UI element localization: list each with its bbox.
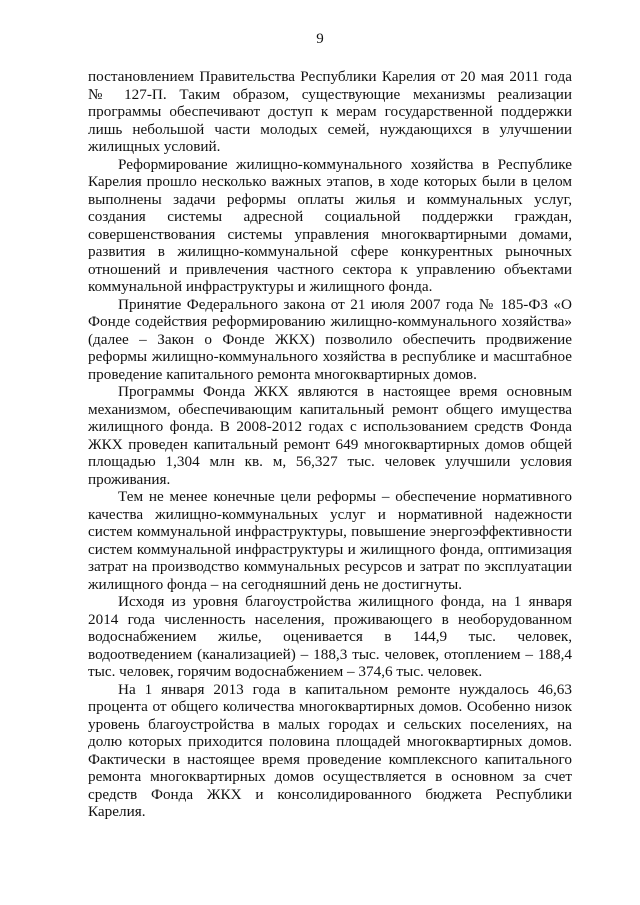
paragraph-5: Тем не менее конечные цели реформы – обеспечение нормативного качества жилищно-коммунальных услуг и нормативной надежности систем коммунальной инфраструктуры, повышение энергоэффективности систем коммунальной инфраструктуры и жилищного фонда, оптимизация затрат на производство коммунальных ресурсов и затрат по эксплуатации жилищного фонда – на сегодняшний день не достигнуты.	[88, 488, 572, 593]
paragraph-7: На 1 января 2013 года в капитальном ремонте нуждалось 46,63 процента от общего количества многоквартирных домов. Особенно низок уровень благоустройства в малых городах и сельских поселениях, на долю которых приходится половина площадей многоквартирных домов. Фактически в настоящее время проведение комплексного капитального ремонта многоквартирных домов осуществляется в основном за счет средств Фонда ЖКХ и консолидированного бюджета Республики Карелия.	[88, 680, 572, 820]
paragraph-3: Принятие Федерального закона от 21 июля 2007 года № 185-ФЗ «О Фонде содействия реформированию жилищно-коммунального хозяйства» (далее – Закон о Фонде ЖКХ) позволило обеспечить продвижение реформы жилищно-коммунального хозяйства в республике и масштабное проведение капитального ремонта многоквартирных домов.	[88, 295, 572, 383]
paragraph-2: Реформирование жилищно-коммунального хозяйства в Республике Карелия прошло несколько важных этапов, в ходе которых были в целом выполнены задачи реформы оплаты жилья и коммунальных услуг, создания системы адресной социальной поддержки граждан, совершенствования системы управления многоквартирными домами, развития в жилищно-коммунальной сфере конкурентных рыночных отношений и привлечения частного сектора к управлению объектами коммунальной инфраструктуры и жилищного фонда.	[88, 155, 572, 295]
document-body	[88, 68, 572, 821]
paragraph-1: постановлением Правительства Республики Карелия от 20 мая 2011 года № 127-П. Таким образом, существующие механизмы реализации программы обеспечивают доступ к мерам государственной поддержки лишь небольшой части молодых семей, нуждающихся в улучшении жилищных условий.	[88, 68, 572, 155]
page-number: 9	[316, 31, 324, 47]
paragraph-6: Исходя из уровня благоустройства жилищного фонда, на 1 января 2014 года численность населения, проживающего в необорудованном водоснабжением жилье, оценивается в 144,9 тыс. человек, водоотведением (канализацией) – 188,3 тыс. человек, отоплением – 188,4 тыс. человек, горячим водоснабжением – 374,6 тыс. человек.	[88, 593, 572, 680]
paragraph-4: Программы Фонда ЖКХ являются в настоящее время основным механизмом, обеспечивающим капитальный ремонт общего имущества жилищного фонда. В 2008-2012 годах с использованием средств Фонда ЖКХ проведен капитальный ремонт 649 многоквартирных домов общей площадью 1,304 млн кв. м, 56,327 тыс. человек улучшили условия проживания.	[88, 383, 572, 488]
